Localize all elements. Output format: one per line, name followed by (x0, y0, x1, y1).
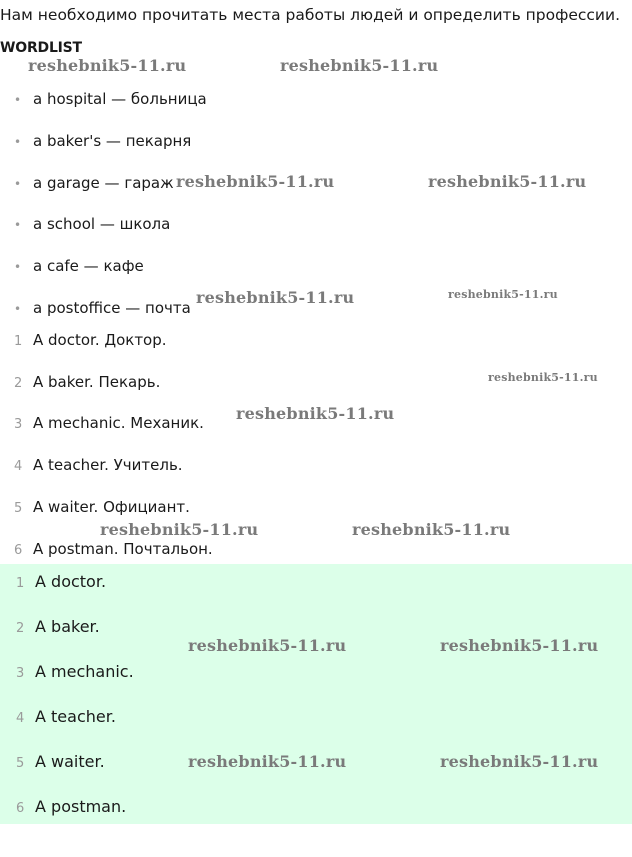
answer-item (16, 617, 100, 636)
answer-item (16, 797, 126, 816)
wordlist-item (14, 257, 144, 275)
item-number: 4 (16, 711, 25, 726)
item-number: 5 (14, 501, 23, 516)
wordlist-item-text: a postoffice — почта (33, 299, 191, 317)
watermark: reshebnik5-11.ru (188, 636, 347, 655)
item-number: 5 (16, 756, 25, 771)
answer-text: A doctor. (35, 572, 107, 591)
answer-box (0, 564, 632, 824)
profession-item (14, 373, 160, 391)
wordlist-heading: WORDLIST (0, 40, 82, 56)
answer-item (16, 662, 134, 681)
item-number: 4 (14, 459, 23, 474)
profession-item (14, 456, 183, 474)
wordlist-item-text: a school — школа (33, 215, 171, 233)
item-number: 3 (16, 666, 25, 681)
watermark: reshebnik5-11.ru (196, 288, 355, 307)
profession-item (14, 498, 190, 516)
watermark: reshebnik5-11.ru (488, 371, 598, 384)
item-number: 1 (16, 576, 25, 591)
item-number: 6 (16, 801, 25, 816)
wordlist-item (14, 215, 170, 233)
watermark: reshebnik5-11.ru (100, 520, 259, 539)
profession-text: A waiter. Официант. (33, 498, 190, 516)
answer-item (16, 752, 105, 771)
watermark: reshebnik5-11.ru (440, 636, 599, 655)
wordlist-item (14, 174, 174, 192)
answer-text: A baker. (35, 617, 100, 636)
wordlist-item-text: a baker's — пекарня (33, 132, 192, 150)
profession-text: A postman. Почтальон. (33, 540, 213, 558)
bullet-icon: • (14, 93, 22, 107)
profession-item (14, 540, 213, 558)
watermark: reshebnik5-11.ru (352, 520, 511, 539)
answer-text: A waiter. (35, 752, 105, 771)
wordlist-item (14, 299, 191, 317)
wordlist-item (14, 132, 191, 150)
watermark: reshebnik5-11.ru (280, 56, 439, 75)
item-number: 3 (14, 417, 23, 432)
answer-item (16, 572, 106, 591)
watermark: reshebnik5-11.ru (176, 172, 335, 191)
answer-text: A teacher. (35, 707, 116, 726)
wordlist-item-text: a cafe — кафе (33, 257, 144, 275)
answer-text: A mechanic. (35, 662, 134, 681)
bullet-icon: • (14, 135, 22, 149)
watermark: reshebnik5-11.ru (236, 404, 395, 423)
answer-item (16, 707, 116, 726)
profession-item (14, 414, 204, 432)
watermark: reshebnik5-11.ru (428, 172, 587, 191)
watermark: reshebnik5-11.ru (440, 752, 599, 771)
watermark: reshebnik5-11.ru (448, 288, 558, 301)
profession-text: A teacher. Учитель. (33, 456, 183, 474)
intro-text: Нам необходимо прочитать места работы людей и определить профессии. (0, 6, 621, 24)
wordlist-item (14, 90, 207, 108)
bullet-icon: • (14, 302, 22, 316)
watermark: reshebnik5-11.ru (28, 56, 187, 75)
watermark: reshebnik5-11.ru (188, 752, 347, 771)
item-number: 1 (14, 334, 23, 349)
wordlist-item-text: a garage — гараж (33, 174, 174, 192)
profession-text: A mechanic. Механик. (33, 414, 204, 432)
bullet-icon: • (14, 218, 22, 232)
profession-text: A doctor. Доктор. (33, 331, 167, 349)
wordlist-item-text: a hospital — больница (33, 90, 207, 108)
answer-text: A postman. (35, 797, 127, 816)
item-number: 2 (14, 376, 23, 391)
item-number: 6 (14, 543, 23, 558)
profession-item (14, 331, 167, 349)
bullet-icon: • (14, 260, 22, 274)
profession-text: A baker. Пекарь. (33, 373, 161, 391)
bullet-icon: • (14, 177, 22, 191)
item-number: 2 (16, 621, 25, 636)
